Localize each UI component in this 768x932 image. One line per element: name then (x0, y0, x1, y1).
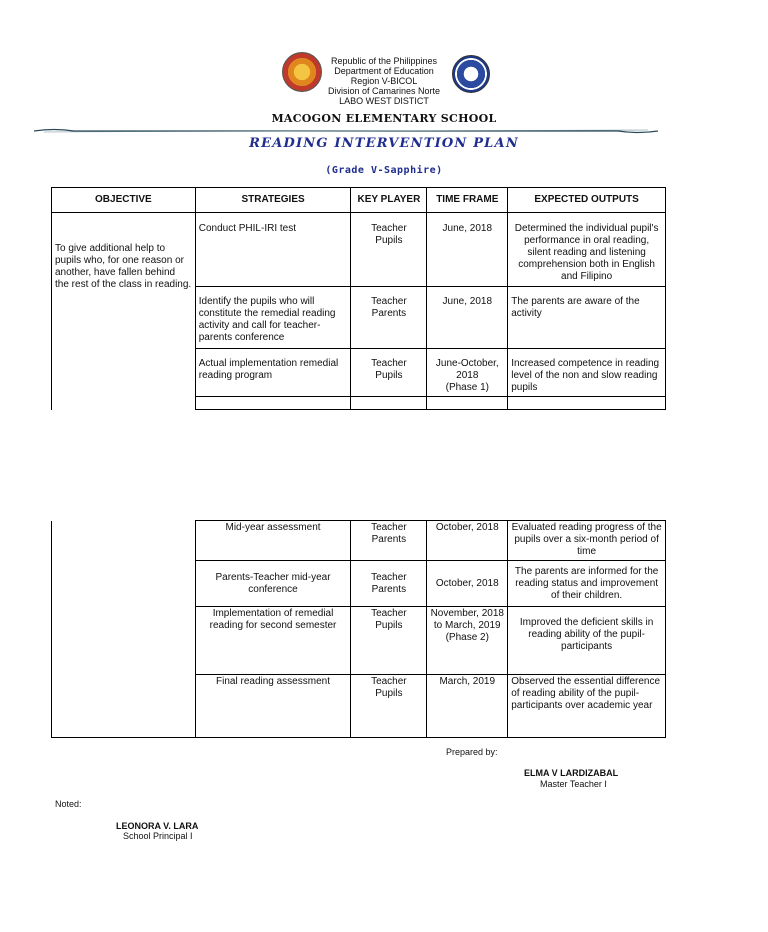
preparer-title: Master Teacher I (540, 779, 607, 789)
noter-title: School Principal I (123, 831, 193, 841)
output-2: The parents are aware of the activity (508, 287, 666, 349)
header-region: Region V-BICOL (350, 76, 418, 86)
ornamental-divider (34, 128, 658, 134)
objective-cell-continued (52, 521, 196, 738)
header-department: Department of Education (334, 66, 434, 76)
school-name: MACOGON ELEMENTARY SCHOOL (271, 112, 497, 125)
noter-name: LEONORA V. LARA (116, 821, 199, 831)
empty-cell (427, 397, 508, 410)
header-expected-outputs: EXPECTED OUTPUTS (508, 188, 666, 213)
header-key-player: KEY PLAYER (351, 188, 427, 213)
header-time-frame: TIME FRAME (427, 188, 508, 213)
header-objective: OBJECTIVE (52, 188, 196, 213)
time-2: June, 2018 (427, 287, 508, 349)
output-3: Increased competence in reading level of the non and slow reading pupils (508, 349, 666, 397)
output-1: Determined the individual pupil's performance in oral reading, silent reading and listening comprehension both in English and Filipino (508, 213, 666, 287)
time-1: June, 2018 (427, 213, 508, 287)
output-4: Evaluated reading progress of the pupils over a six-month period of time (508, 521, 666, 561)
strategy-5: Parents-Teacher mid-year conference (195, 561, 351, 607)
player-1: Teacher Pupils (351, 213, 427, 287)
strategy-2: Identify the pupils who will constitute the remedial reading activity and call for teacher-parents conference (195, 287, 351, 349)
strategy-7: Final reading assessment (195, 675, 351, 738)
empty-cell (508, 397, 666, 410)
player-7: Teacher Pupils (351, 675, 427, 738)
strategy-1: Conduct PHIL-IRI test (195, 213, 351, 287)
strategy-6: Implementation of remedial reading for second semester (195, 607, 351, 675)
plan-title: READING INTERVENTION PLAN (249, 136, 519, 151)
header-division: Division of Camarines Norte (327, 86, 441, 96)
time-5: October, 2018 (427, 561, 508, 607)
output-7: Observed the essential difference of reading ability of the pupil-participants over academic year (508, 675, 666, 738)
time-7: March, 2019 (427, 675, 508, 738)
header-republic: Republic of the Philippines (330, 56, 438, 66)
header-district: LABO WEST DISTICT (339, 96, 429, 106)
prepared-by-label: Prepared by: (446, 747, 498, 757)
output-5: The parents are informed for the reading status and improvement of their children. (508, 561, 666, 607)
intervention-table-part1 (51, 187, 666, 410)
player-2: Teacher Parents (351, 287, 427, 349)
empty-cell (351, 397, 427, 410)
grade-section: (Grade V-Sapphire) (325, 165, 443, 176)
player-4: Teacher Parents (351, 521, 427, 561)
time-3: June-October, 2018 (Phase 1) (427, 349, 508, 397)
time-4: October, 2018 (427, 521, 508, 561)
noted-label: Noted: (55, 799, 82, 809)
player-5: Teacher Parents (351, 561, 427, 607)
intervention-table-part2 (51, 520, 666, 738)
header-strategies: STRATEGIES (195, 188, 351, 213)
strategy-4: Mid-year assessment (195, 521, 351, 561)
preparer-name: ELMA V LARDIZABAL (524, 768, 619, 778)
output-6: Improved the deficient skills in reading ability of the pupil-participants (508, 607, 666, 675)
player-6: Teacher Pupils (351, 607, 427, 675)
objective-cell: To give additional help to pupils who, for one reason or another, have fallen behind the rest of the class in reading. (52, 213, 196, 410)
time-6: November, 2018 to March, 2019 (Phase 2) (427, 607, 508, 675)
empty-cell (195, 397, 351, 410)
strategy-3: Actual implementation remedial reading program (195, 349, 351, 397)
player-3: Teacher Pupils (351, 349, 427, 397)
